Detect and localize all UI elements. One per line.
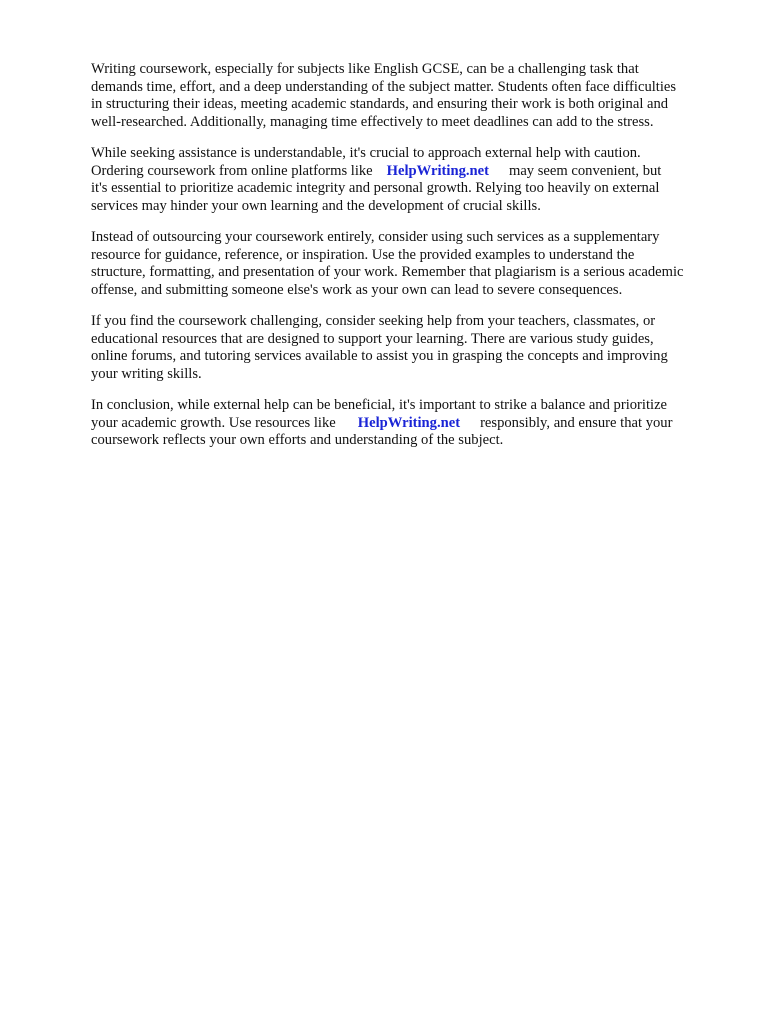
text-line: educational resources that are designed to support your learning. There are various study guides, [91,330,654,347]
text-line-with-link [91,163,661,181]
text-segment: Ordering coursework from online platforms like [91,162,373,179]
text-line: well-researched. Additionally, managing time effectively to meet deadlines can add to the stress. [91,113,654,130]
paragraph-caution [91,145,661,215]
text-line: If you find the coursework challenging, consider seeking help from your teachers, classmates, or [91,313,656,329]
text-segment: responsibly, and ensure that your [480,414,673,431]
text-line-with-link [91,415,672,433]
helpwriting-link[interactable]: HelpWriting.net [386,162,489,179]
text-line: demands time, effort, and a deep understanding of the subject matter. Students often face difficulties [91,78,677,95]
paragraph-intro [91,61,676,131]
text-line: in structuring their ideas, meeting academic standards, and ensuring their work is both original and [91,96,669,113]
text-line: While seeking assistance is understandable, it's crucial to approach external help with caution. [91,145,641,161]
paragraph-seek-help [91,313,668,383]
text-line: coursework reflects your own efforts and understanding of the subject. [91,432,504,449]
text-line: online forums, and tutoring services available to assist you in grasping the concepts and improving [91,348,668,365]
helpwriting-link[interactable]: HelpWriting.net [357,414,461,431]
text-line: it's essential to prioritize academic integrity and personal growth. Relying too heavily on external [91,180,660,197]
paragraph-conclusion [91,397,672,450]
text-line: Instead of outsourcing your coursework entirely, consider using such services as a supplementary [91,229,660,245]
text-line: offense, and submitting someone else's work as your own can lead to severe consequences. [91,281,623,298]
text-line: your writing skills. [91,365,202,382]
text-line: services may hinder your own learning and the development of crucial skills. [91,197,541,214]
text-line: Writing coursework, especially for subjects like English GCSE, can be a challenging task that [91,61,639,77]
text-line: resource for guidance, reference, or inspiration. Use the provided examples to understand the [91,246,635,263]
text-segment: your academic growth. Use resources like [91,414,336,431]
text-segment: may seem convenient, but [508,162,662,179]
text-line: structure, formatting, and presentation of your work. Remember that plagiarism is a serious academic [91,264,684,281]
text-line: In conclusion, while external help can be beneficial, it's important to strike a balance and prioritize [91,397,668,413]
paragraph-alternatives [91,229,684,299]
